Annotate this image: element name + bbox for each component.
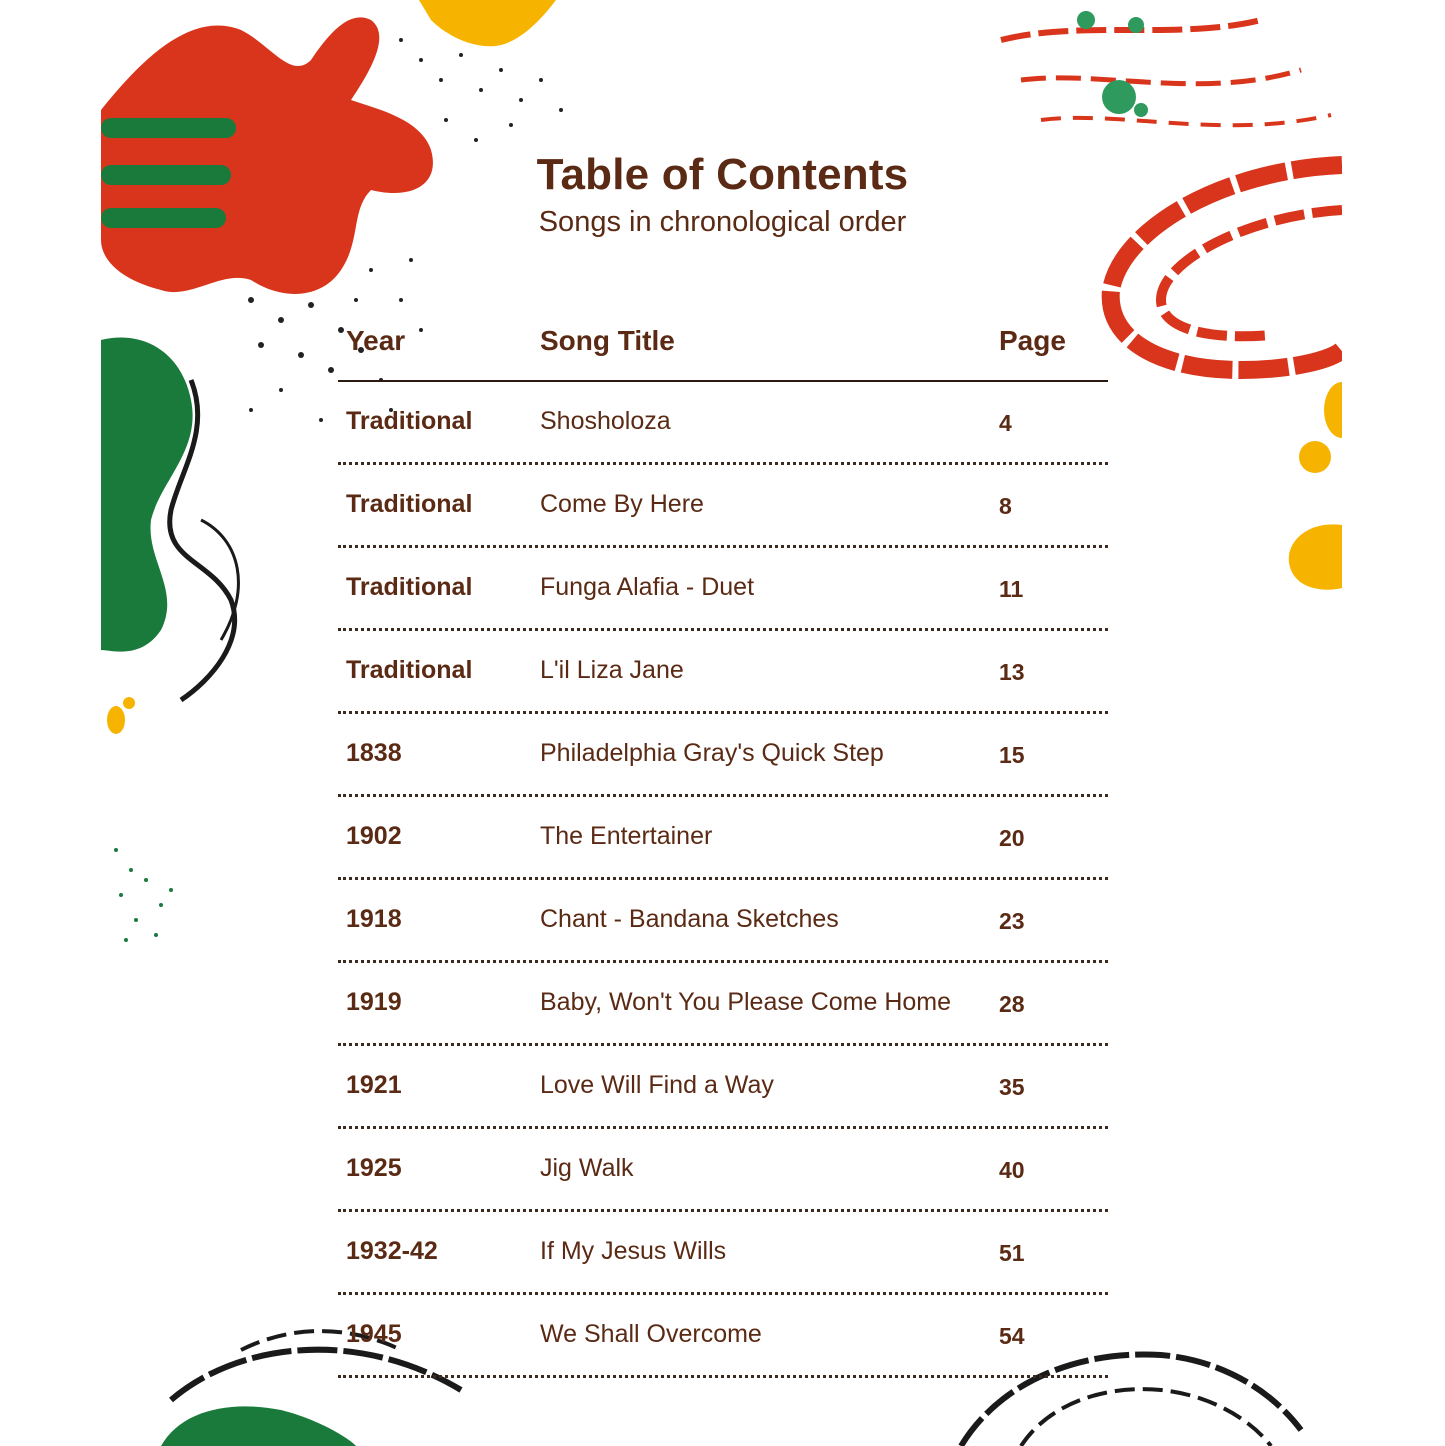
row-song-title: Philadelphia Gray's Quick Step bbox=[540, 739, 884, 767]
row-page-number: 11 bbox=[999, 576, 1024, 602]
row-song-title: Shosholoza bbox=[540, 407, 671, 435]
page-subtitle: Songs in chronological order bbox=[538, 206, 907, 238]
row-song-title: We Shall Overcome bbox=[540, 1320, 762, 1348]
green-swirl-shape bbox=[101, 338, 193, 652]
row-page-number: 13 bbox=[999, 659, 1025, 685]
row-song-title: The Entertainer bbox=[540, 822, 713, 850]
green-dot-shape bbox=[1128, 17, 1144, 33]
table-row bbox=[338, 1295, 1108, 1378]
table-row bbox=[338, 714, 1108, 797]
row-song-title: L'il Liza Jane bbox=[540, 656, 684, 684]
row-year: Traditional bbox=[346, 656, 473, 684]
toc-table bbox=[338, 320, 1108, 1378]
row-year: 1925 bbox=[346, 1154, 402, 1182]
row-page-number: 15 bbox=[999, 742, 1025, 768]
green-stripe-shape bbox=[101, 118, 236, 138]
green-dot-shape bbox=[1077, 11, 1095, 29]
row-page-number: 4 bbox=[999, 410, 1012, 436]
row-year: 1921 bbox=[346, 1071, 402, 1099]
row-page-number: 40 bbox=[999, 1157, 1025, 1183]
row-page-number: 54 bbox=[999, 1323, 1025, 1349]
table-row bbox=[338, 963, 1108, 1046]
yellow-drop-shape bbox=[107, 706, 125, 734]
table-row bbox=[338, 797, 1108, 880]
table-row bbox=[338, 1212, 1108, 1295]
column-header-song-title: Song Title bbox=[540, 325, 675, 356]
row-page-number: 35 bbox=[999, 1074, 1025, 1100]
column-header-year: Year bbox=[346, 325, 406, 356]
row-song-title: If My Jesus Wills bbox=[540, 1237, 727, 1265]
row-song-title: Love Will Find a Way bbox=[540, 1071, 774, 1099]
yellow-drop-shape bbox=[1289, 524, 1342, 589]
row-page-number: 20 bbox=[999, 825, 1025, 851]
toc-rows bbox=[338, 382, 1108, 1378]
red-brush-stroke-shape bbox=[1041, 115, 1331, 125]
green-dot-shape bbox=[1134, 103, 1148, 117]
row-song-title: Come By Here bbox=[540, 490, 704, 518]
green-dot-shape bbox=[1102, 80, 1136, 114]
row-year: 1932-42 bbox=[346, 1237, 438, 1265]
toc-header-row bbox=[338, 320, 1108, 382]
row-year: 1902 bbox=[346, 822, 402, 850]
yellow-drop-shape bbox=[1299, 441, 1331, 473]
row-song-title: Jig Walk bbox=[540, 1154, 634, 1182]
row-year: 1919 bbox=[346, 988, 402, 1016]
table-row bbox=[338, 548, 1108, 631]
page-title: Table of Contents bbox=[536, 150, 909, 199]
yellow-drop-shape bbox=[1324, 382, 1342, 438]
speckle-cluster-shape bbox=[114, 848, 173, 942]
row-year: 1918 bbox=[346, 905, 402, 933]
row-year: Traditional bbox=[346, 490, 473, 518]
row-page-number: 51 bbox=[999, 1240, 1025, 1266]
yellow-drop-shape bbox=[123, 697, 135, 709]
table-row bbox=[338, 880, 1108, 963]
row-song-title: Baby, Won't You Please Come Home bbox=[540, 988, 952, 1016]
table-row bbox=[338, 1046, 1108, 1129]
row-year: Traditional bbox=[346, 573, 473, 601]
column-header-page: Page bbox=[999, 325, 1066, 356]
row-page-number: 23 bbox=[999, 908, 1025, 934]
table-row bbox=[338, 631, 1108, 714]
ink-stroke-shape bbox=[1021, 1389, 1271, 1446]
row-song-title: Funga Alafia - Duet bbox=[540, 573, 755, 601]
row-page-number: 28 bbox=[999, 991, 1025, 1017]
row-year: 1838 bbox=[346, 739, 402, 767]
row-song-title: Chant - Bandana Sketches bbox=[540, 905, 839, 933]
yellow-blob-shape bbox=[419, 0, 556, 46]
row-year: 1945 bbox=[346, 1320, 402, 1348]
red-brush-stroke-shape bbox=[1021, 70, 1301, 84]
table-row bbox=[338, 465, 1108, 548]
row-page-number: 8 bbox=[999, 493, 1012, 519]
table-row bbox=[338, 1129, 1108, 1212]
green-swirl-shape bbox=[161, 1406, 356, 1446]
row-year: Traditional bbox=[346, 407, 473, 435]
table-row bbox=[338, 382, 1108, 465]
